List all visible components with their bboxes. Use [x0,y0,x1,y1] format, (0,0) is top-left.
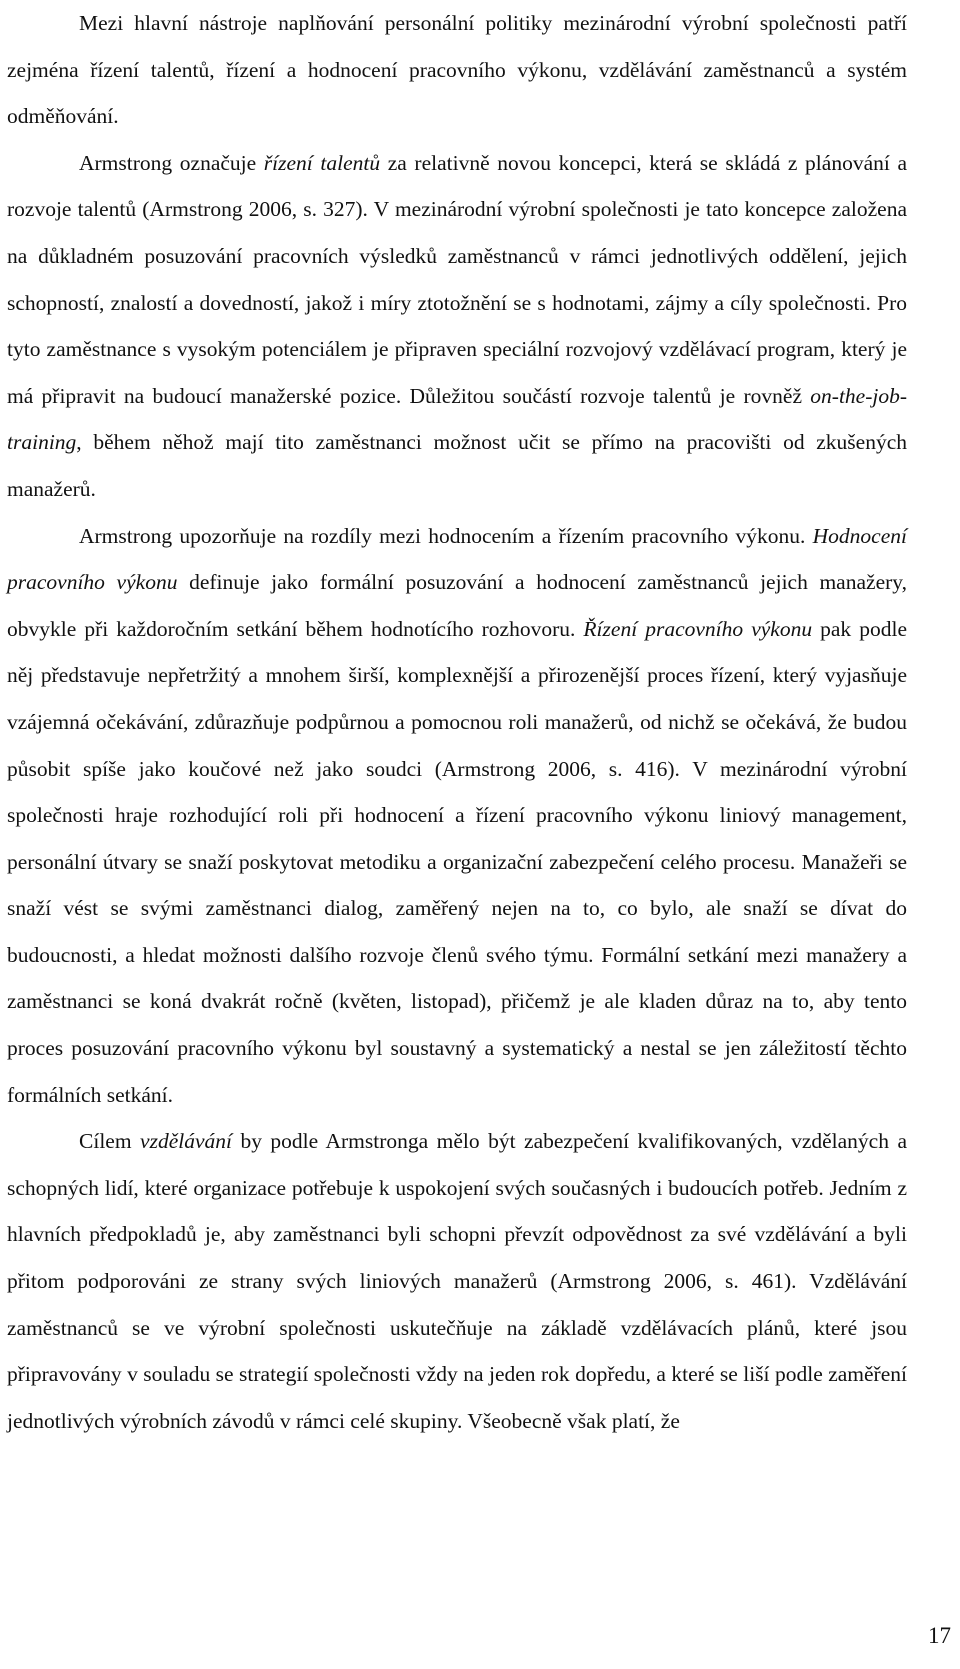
paragraph-1 [7,0,907,140]
paragraph-4-text: by podle Armstronga mělo být zabezpečení kvalifikovaných, vzdělaných a schopných lidí, které organizace potřebuje k uspokojení svých současných i budoucích potřeb. Jedním z hlavních předpokladů je, aby zaměstnanci byli schopni převzít odpovědnost za své vzdělávání a byli přitom podporováni ze strany svých liniových manažerů (Armstrong 2006, s. 461). Vzdělávání zaměstnanců se ve výrobní společnosti uskutečňuje na základě vzdělávacích plánů, které jsou připravovány v souladu se strategií společnosti vždy na jeden rok dopředu, a které se liší podle zaměření jednotlivých výrobních závodů v rámci celé skupiny. Všeobecně však platí, že [7,1129,907,1433]
paragraph-2-text: , během něhož mají tito zaměstnanci možnost učit se přímo na pracovišti od zkušených manažerů. [7,430,907,501]
term-hodnoceni-pracovniho-vykonu: Hodnocení pracovního výkonu [7,523,907,595]
paragraph-2-text: Armstrong označuje [79,150,264,175]
paragraph-1-text: Mezi hlavní nástroje naplňování personální politiky mezinárodní výrobní společnosti patří zejména řízení talentů, řízení a hodnocení pracovního výkonu, vzdělávání zaměstnanců a systém odměňování. [7,11,907,129]
term-rizeni-pracovniho-vykonu: Řízení pracovního výkonu [583,616,813,641]
paragraph-3-text: Armstrong upozorňuje na rozdíly mezi hodnocením a řízením pracovního výkonu. [79,523,813,548]
term-rizeni-talentu: řízení talentů [263,150,381,175]
paragraph-2-text: za relativně novou koncepci, která se skládá z plánování a rozvoje talentů (Armstrong 2006, s. 327). V mezinárodní výrobní společnosti je tato koncepce založena na důkladném posuzování pracovních výsledků zaměstnanců v rámci jednotlivých oddělení, jejich schopností, znalostí a dovedností, jakož i míry ztotožnění se s hodnotami, zájmy a cíly společnosti. Pro tyto zaměstnance s vysokým potenciálem je připraven speciální rozvojový vzdělávací program, který je má připravit na budoucí manažerské pozice. Důležitou součástí rozvoje talentů je rovněž [7,150,907,408]
term-vzdelavani: vzdělávání [140,1129,232,1154]
body-text [7,0,907,1444]
paragraph-3-text: pak podle něj představuje nepřetržitý a mnohem širší, komplexnější a přirozenější proces řízení, který vyjasňuje vzájemná očekávání, zdůrazňuje podpůrnou a pomocnou roli manažerů, od nichž se očekává, že budou působit spíše jako koučové než jako soudci (Armstrong 2006, s. 416). V mezinárodní výrobní společnosti hraje rozhodující roli při hodnocení a řízení pracovního výkonu liniový management, personální útvary se snaží poskytovat metodiku a organizační zabezpečení celého procesu. Manažeři se snaží vést se svými zaměstnanci dialog, zaměřený nejen na to, co bylo, ale snaží se dívat do budoucnosti, a hledat možnosti dalšího rozvoje členů svého týmu. Formální setkání mezi manažery a zaměstnanci se koná dvakrát ročně (květen, listopad), přičemž je ale kladen důraz na to, aby tento proces posuzování pracovního výkonu byl soustavný a systematický a nestal se jen záležitostí těchto formálních setkání. [7,616,907,1107]
page-number: 17 [928,1623,951,1648]
paragraph-3 [7,513,907,1119]
paragraph-3-text: definuje jako formální posuzování a hodnocení zaměstnanců jejich manažery, obvykle při každoročním setkání během hodnotícího rozhovoru. [7,570,907,641]
paragraph-2 [7,140,907,513]
term-on-the-job-training: on-the-job-training [7,383,907,455]
paragraph-4-text: Cílem [79,1129,141,1154]
paragraph-4 [7,1118,907,1444]
